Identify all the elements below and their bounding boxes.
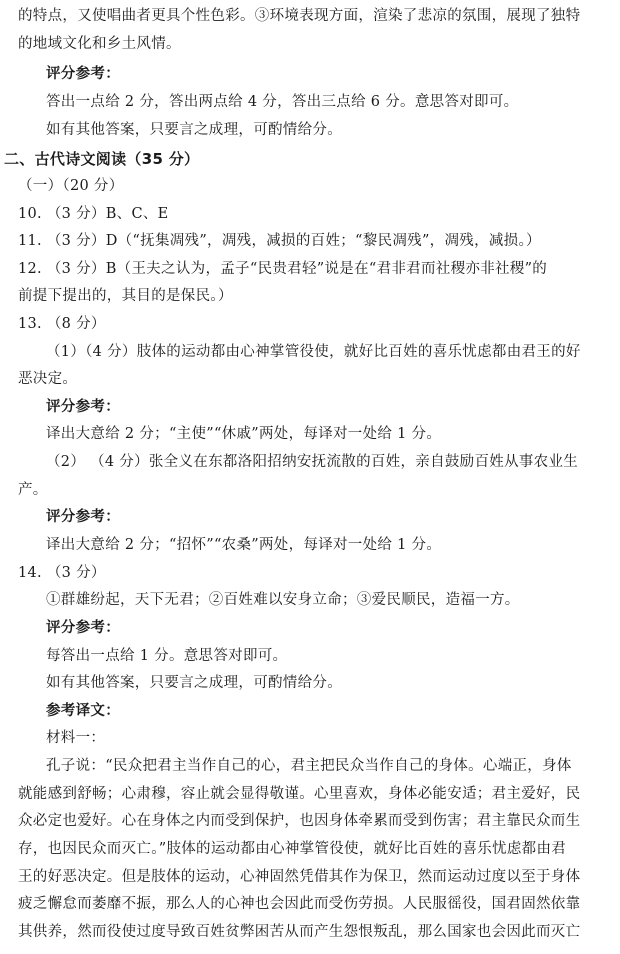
answer-text: 恶决定。 xyxy=(18,371,78,387)
scoring-heading: 评分参考： xyxy=(46,509,120,525)
question-11: 11. （3 分）D（“抚集凋残”，凋残，减损的百姓；“黎民凋残”，凋残，减损。） xyxy=(18,233,541,249)
translation-line: 其供养，然而役使过度导致百姓贫弊困苦从而产生怨恨叛乱，那么国家也会因此而灭亡 xyxy=(18,924,581,940)
question-12-cont: 前提下提出的，其目的是保民。） xyxy=(18,288,233,304)
translation-line: 疲乏懈怠而萎靡不振，那么人的心神也会因此而受伤劳损。人民服徭役，国君固然依靠 xyxy=(18,896,581,912)
question-13: 13. （8 分） xyxy=(18,316,106,332)
material-label: 材料一： xyxy=(46,730,106,746)
translation-line: 就能感到舒畅；心肃穆，容止就会显得敬谨。心里喜欢，身体必能安适；君主爱好，民 xyxy=(18,786,581,802)
translation-line: 王的好恶决定。但是肢体的运动，心神固然凭借其作为保卫，然而运动过度以至于身体 xyxy=(18,869,581,885)
translation-line: 存，也因民众而灭亡。”肢体的运动都由心神掌管役使，就好比百姓的喜乐忧虑都由君 xyxy=(18,841,567,857)
scoring-heading: 评分参考： xyxy=(46,620,120,636)
translation-line: 孔子说：“民众把君主当作自己的心，君主把民众当作自己的身体。心端正，身体 xyxy=(46,758,572,774)
question-14: 14. （3 分） xyxy=(18,565,106,581)
answer-text: 产。 xyxy=(18,482,48,498)
answer-text: （1）（4 分）肢体的运动都由心神掌管役使，就好比百姓的喜乐忧虑都由君王的好 xyxy=(46,344,581,360)
scoring-text: 答出一点给 2 分，答出两点给 4 分，答出三点给 6 分。意思答对即可。 xyxy=(46,94,519,110)
scoring-text: 译出大意给 2 分；“主使”“休戚”两处，每译对一处给 1 分。 xyxy=(46,426,442,442)
scoring-text: 如有其他答案，只要言之成理，可酌情给分。 xyxy=(46,122,342,138)
answer-text: ①群雄纷起，天下无君；②百姓难以安身立命；③爱民顺民，造福一方。 xyxy=(46,592,520,608)
text-line: 的特点，又使唱曲者更具个性色彩。③环境表现方面，渲染了悲凉的氛围，展现了独特 xyxy=(18,8,581,24)
scoring-heading: 评分参考： xyxy=(46,66,120,82)
scoring-text: 如有其他答案，只要言之成理，可酌情给分。 xyxy=(46,675,342,691)
section-title: 二、古代诗文阅读（35 分） xyxy=(4,150,200,168)
answer-text: （2） （4 分）张全义在东都洛阳招纳安抚流散的百姓，亲自鼓励百姓从事农业生 xyxy=(46,454,579,470)
question-12: 12. （3 分）B（王夫之认为，孟子“民贵君轻”说是在“君非君而社稷亦非社稷”的 xyxy=(18,261,548,277)
scoring-heading: 评分参考： xyxy=(46,399,120,415)
text-line: 的地域文化和乡土风情。 xyxy=(18,36,181,52)
subsection-title: （一）（20 分） xyxy=(18,178,124,194)
scoring-text: 译出大意给 2 分；“招怀”“农桑”两处，每译对一处给 1 分。 xyxy=(46,537,442,553)
scoring-text: 每答出一点给 1 分。意思答对即可。 xyxy=(46,648,288,664)
question-10: 10. （3 分）B、C、E xyxy=(18,206,169,222)
translation-line: 众必定也爱好。心在身体之内而受到保护，也因身体牵累而受到伤害；君主靠民众而生 xyxy=(18,813,581,829)
translation-heading: 参考译文： xyxy=(46,703,120,719)
